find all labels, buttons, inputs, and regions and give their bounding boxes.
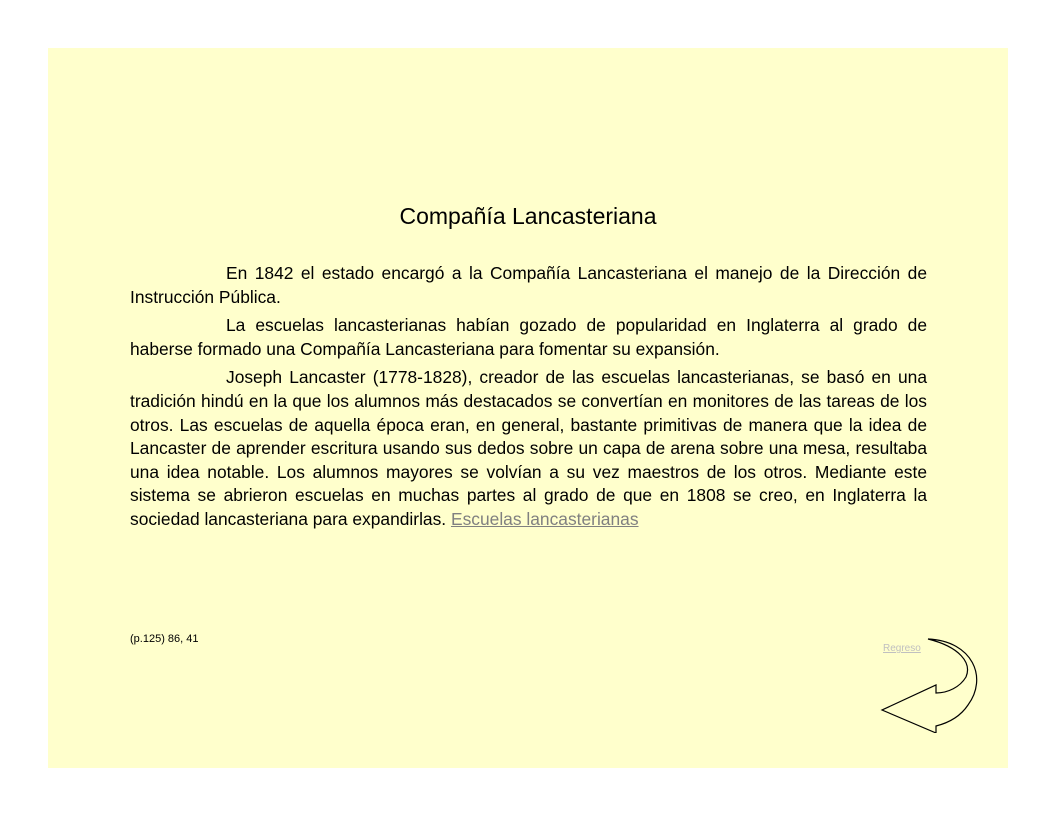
body-text [130, 262, 927, 537]
paragraph-3 [130, 366, 927, 531]
paragraph-1: En 1842 el estado encargó a la Compañía Lancasteriana el manejo de la Dirección de Instrucción Pública. [130, 263, 927, 307]
slide [48, 48, 1008, 768]
page-title: Compañía Lancasteriana [399, 203, 657, 229]
citation: (p.125) 86, 41 [130, 633, 199, 645]
paragraph-3-text: Joseph Lancaster (1778-1828), creador de las escuelas lancasterianas, se basó en una tradición hindú en la que los alumnos más destacados se convertían en monitores de las tareas de los otros. Las escuelas de aquella época eran, en general, bastante primitivas de manera que la idea de Lancaster de aprender escritura usando sus dedos sobre un capa de arena sobre una mesa, resultaba una idea notable. Los alumnos mayores se volvían a su vez maestros de los otros. Mediante este sistema se abrieron escuelas en muchas partes al grado de que en 1808 se creo, en Inglaterra la sociedad lancasteriana para expandirlas. [130, 367, 927, 529]
paragraph-2: La escuelas lancasterianas habían gozado de popularidad en Inglaterra al grado de haberse formado una Compañía Lancasteriana para fomentar su expansión. [130, 315, 927, 359]
back-link[interactable]: Regreso [883, 643, 921, 654]
escuelas-lancasterianas-link[interactable]: Escuelas lancasterianas [450, 508, 639, 529]
